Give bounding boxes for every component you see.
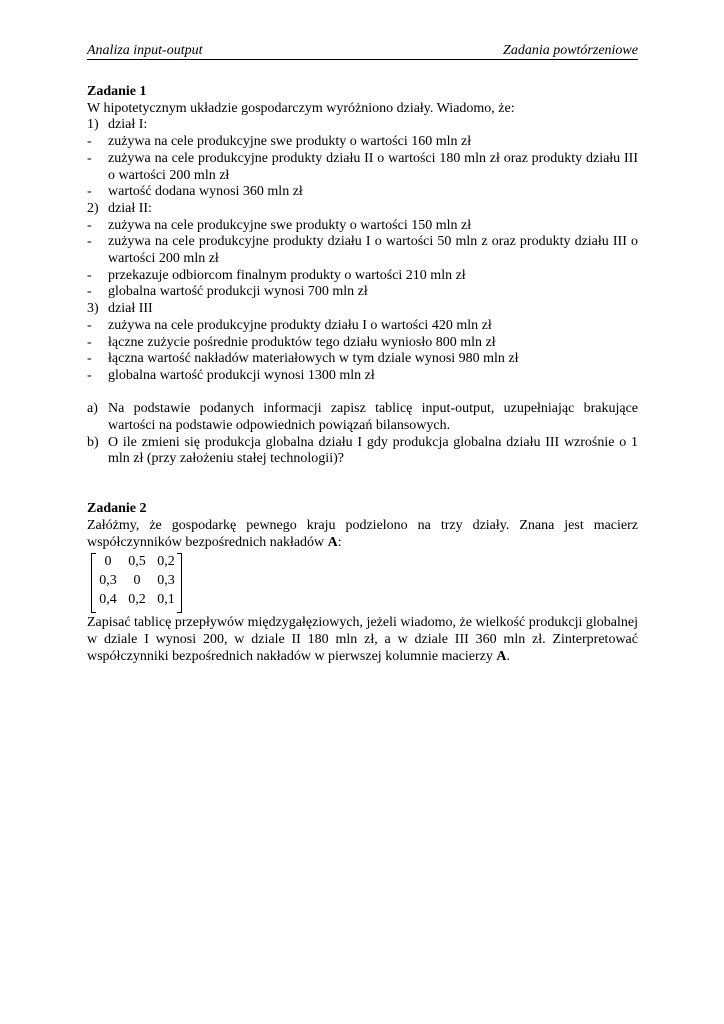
task2-intro: Załóżmy, że gospodarkę pewnego kraju podzielono na trzy działy. Znana jest macierz współczynników bezpośrednich nakładów A: xyxy=(87,517,638,550)
list-item: 3) dział III xyxy=(87,301,153,317)
task2-outro: Zapisać tablicę przepływów międzygałęziowych, jeżeli wiadomo, że wielkość produkcji globalnej w dziale I wynosi 200, w dziale II 180 mln zł, a w dziale III 360 mln zł. Zinterpretować współczynniki bezpośrednich nakładów w pierwszej kolumnie macierzy A. xyxy=(87,615,638,664)
list-item: - zużywa na cele produkcyjne produkty działu I o wartości 50 mln z oraz produkty działu III o wartości 200 mln zł xyxy=(87,234,638,267)
list-item: - zużywa na cele produkcyjne swe produkty o wartości 160 mln zł xyxy=(87,134,472,150)
matrix-cell: 0,3 xyxy=(157,573,175,589)
list-item: - zużywa na cele produkcyjne swe produkty o wartości 150 mln zł xyxy=(87,217,472,233)
matrix-cell: 0,1 xyxy=(157,592,175,608)
matrix-cell: 0 xyxy=(104,554,112,570)
matrix-cell: 0,5 xyxy=(128,554,146,570)
matrix-cell: 0,2 xyxy=(157,554,175,570)
question-a: a) Na podstawie podanych informacji zapisz tablicę input-output, uzupełniając brakujące wartości na podstawie odpowiednich powiązań bilansowych. xyxy=(87,401,638,434)
task1-intro: W hipotetycznym układzie gospodarczym wyróżniono działy. Wiadomo, że: xyxy=(87,100,515,116)
task1-title: Zadanie 1 xyxy=(87,84,147,99)
matrix-cell: 0 xyxy=(133,573,141,589)
matrix-cell: 0,3 xyxy=(99,573,117,589)
list-item: 1) dział I: xyxy=(87,117,148,133)
matrix-row xyxy=(91,554,182,573)
matrix-cell: 0,2 xyxy=(128,592,146,608)
question-b: b) O ile zmieni się produkcja globalna działu I gdy produkcja globalna działu III wzrośnie o 1 mln zł (przy założeniu stałej technologii)? xyxy=(87,434,638,467)
page-content xyxy=(87,84,638,665)
matrix-row xyxy=(91,592,182,611)
header-right-title: Zadania powtórzeniowe xyxy=(503,43,638,58)
matrix-a xyxy=(91,553,182,611)
header-left-title: Analiza input-output xyxy=(87,43,203,58)
list-item: - globalna wartość produkcji wynosi 1300 mln zł xyxy=(87,367,375,383)
page-header xyxy=(87,44,638,60)
list-item: - zużywa na cele produkcyjne produkty działu I o wartości 420 mln zł xyxy=(87,317,492,333)
list-item: - łączna wartość nakładów materiałowych w tym dziale wynosi 980 mln zł xyxy=(87,351,519,367)
list-item: - łączne zużycie pośrednie produktów tego działu wyniosło 800 mln zł xyxy=(87,334,496,350)
task2-title: Zadanie 2 xyxy=(87,501,147,517)
list-item: 2) dział II: xyxy=(87,200,152,216)
task1-list xyxy=(87,117,638,384)
list-item: - wartość dodana wynosi 360 mln zł xyxy=(87,184,303,200)
list-item: - zużywa na cele produkcyjne produkty działu II o wartości 180 mln zł oraz produkty działu III o wartości 200 mln zł xyxy=(87,150,638,183)
matrix-row xyxy=(91,573,182,592)
matrix-cell: 0,4 xyxy=(99,592,117,608)
list-item: - przekazuje odbiorcom finalnym produkty o wartości 210 mln zł xyxy=(87,267,466,283)
list-item: - globalna wartość produkcji wynosi 700 mln zł xyxy=(87,284,368,300)
task1-questions xyxy=(87,401,638,468)
